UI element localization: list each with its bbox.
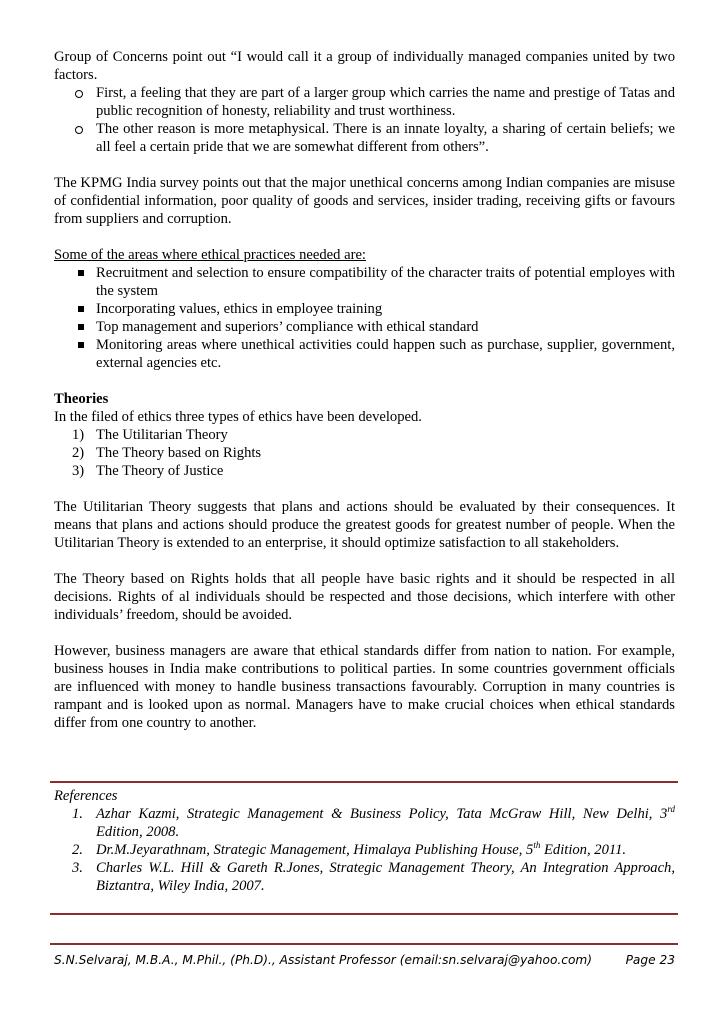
however-paragraph: However, business managers are aware that ethical standards differ from nation to nation. For example, business houses in India make contributions to political parties. In some countries government officials are influenced with money to handle business transactions favourably. Corruption in many countries is rampant and is looked upon as normal. Managers have to make crucial choices when ethical standards differ from one country to another.	[54, 643, 675, 731]
list-item: 1. Azhar Kazmi, Strategic Management & Business Policy, Tata McGraw Hill, New Delhi, 3rd Edition, 2008.	[72, 804, 675, 840]
square-bullet-icon	[78, 324, 84, 330]
footer-author: S.N.Selvaraj, M.B.A., M.Phil., (Ph.D)., Assistant Professor (email:sn.selvaraj@yahoo.com)	[54, 953, 593, 967]
square-bullet-icon	[78, 306, 84, 312]
references-section	[54, 787, 675, 895]
list-item: 2) The Theory based on Rights	[72, 445, 262, 461]
list-item: 1) The Utilitarian Theory	[72, 427, 228, 443]
page-footer	[54, 953, 675, 967]
list-item: Monitoring areas where unethical activities could happen such as purchase, supplier, government, external agencies etc.	[54, 336, 675, 372]
areas-list	[54, 264, 675, 372]
list-item: Top management and superiors’ compliance with ethical standard	[54, 318, 675, 336]
references-top-rule	[50, 781, 678, 783]
theories-list	[54, 426, 675, 480]
references-bottom-rule	[50, 913, 678, 915]
page-number: Page 23	[625, 953, 675, 967]
square-bullet-icon	[78, 270, 84, 276]
footer-rule	[50, 943, 678, 945]
circle-bullet-icon	[75, 90, 83, 98]
areas-heading: Some of the areas where ethical practices needed are:	[54, 247, 366, 263]
list-item: 2. Dr.M.Jeyarathnam, Strategic Management, Himalaya Publishing House, 5th Edition, 2011.	[72, 840, 627, 858]
theories-intro: In the filed of ethics three types of ethics have been developed.	[54, 409, 422, 425]
circle-bullet-icon	[75, 126, 83, 134]
list-item: Incorporating values, ethics in employee training	[54, 300, 675, 318]
list-item: Recruitment and selection to ensure compatibility of the character traits of potential employes with the system	[54, 264, 675, 300]
intro-points	[54, 84, 675, 156]
utilitarian-paragraph: The Utilitarian Theory suggests that plans and actions should be evaluated by their consequences. It means that plans and actions should produce the greatest goods for greatest number of people. When the Utilitarian Theory is extended to an enterprise, it should optimize satisfaction to all stakeholders.	[54, 499, 675, 551]
square-bullet-icon	[78, 342, 84, 348]
kpmg-paragraph: The KPMG India survey points out that the major unethical concerns among Indian companies are misuse of confidential information, poor quality of goods and services, insider trading, receiving gifts or favours from suppliers and corruption.	[54, 175, 675, 227]
theories-heading: Theories	[54, 391, 109, 407]
list-item: 3. Charles W.L. Hill & Gareth R.Jones, Strategic Management Theory, An Integration Approach, Biztantra, Wiley India, 2007.	[72, 860, 675, 894]
references-heading: References	[54, 788, 118, 804]
document-body	[54, 48, 675, 732]
intro-paragraph: Group of Concerns point out “I would call it a group of individually managed companies united by two factors.	[54, 49, 675, 83]
rights-paragraph: The Theory based on Rights holds that all people have basic rights and it should be respected in all decisions. Rights of al individuals should be respected and those decisions, which interfere with other individuals’ freedom, should be avoided.	[54, 571, 675, 623]
list-item: The other reason is more metaphysical. There is an innate loyalty, a sharing of certain beliefs; we all feel a certain pride that we are somewhat different from others”.	[54, 120, 675, 156]
list-item: First, a feeling that they are part of a larger group which carries the name and prestige of Tatas and public recognition of honesty, reliability and trust worthiness.	[54, 84, 675, 120]
list-item: 3) The Theory of Justice	[72, 463, 224, 479]
references-list	[54, 805, 675, 895]
